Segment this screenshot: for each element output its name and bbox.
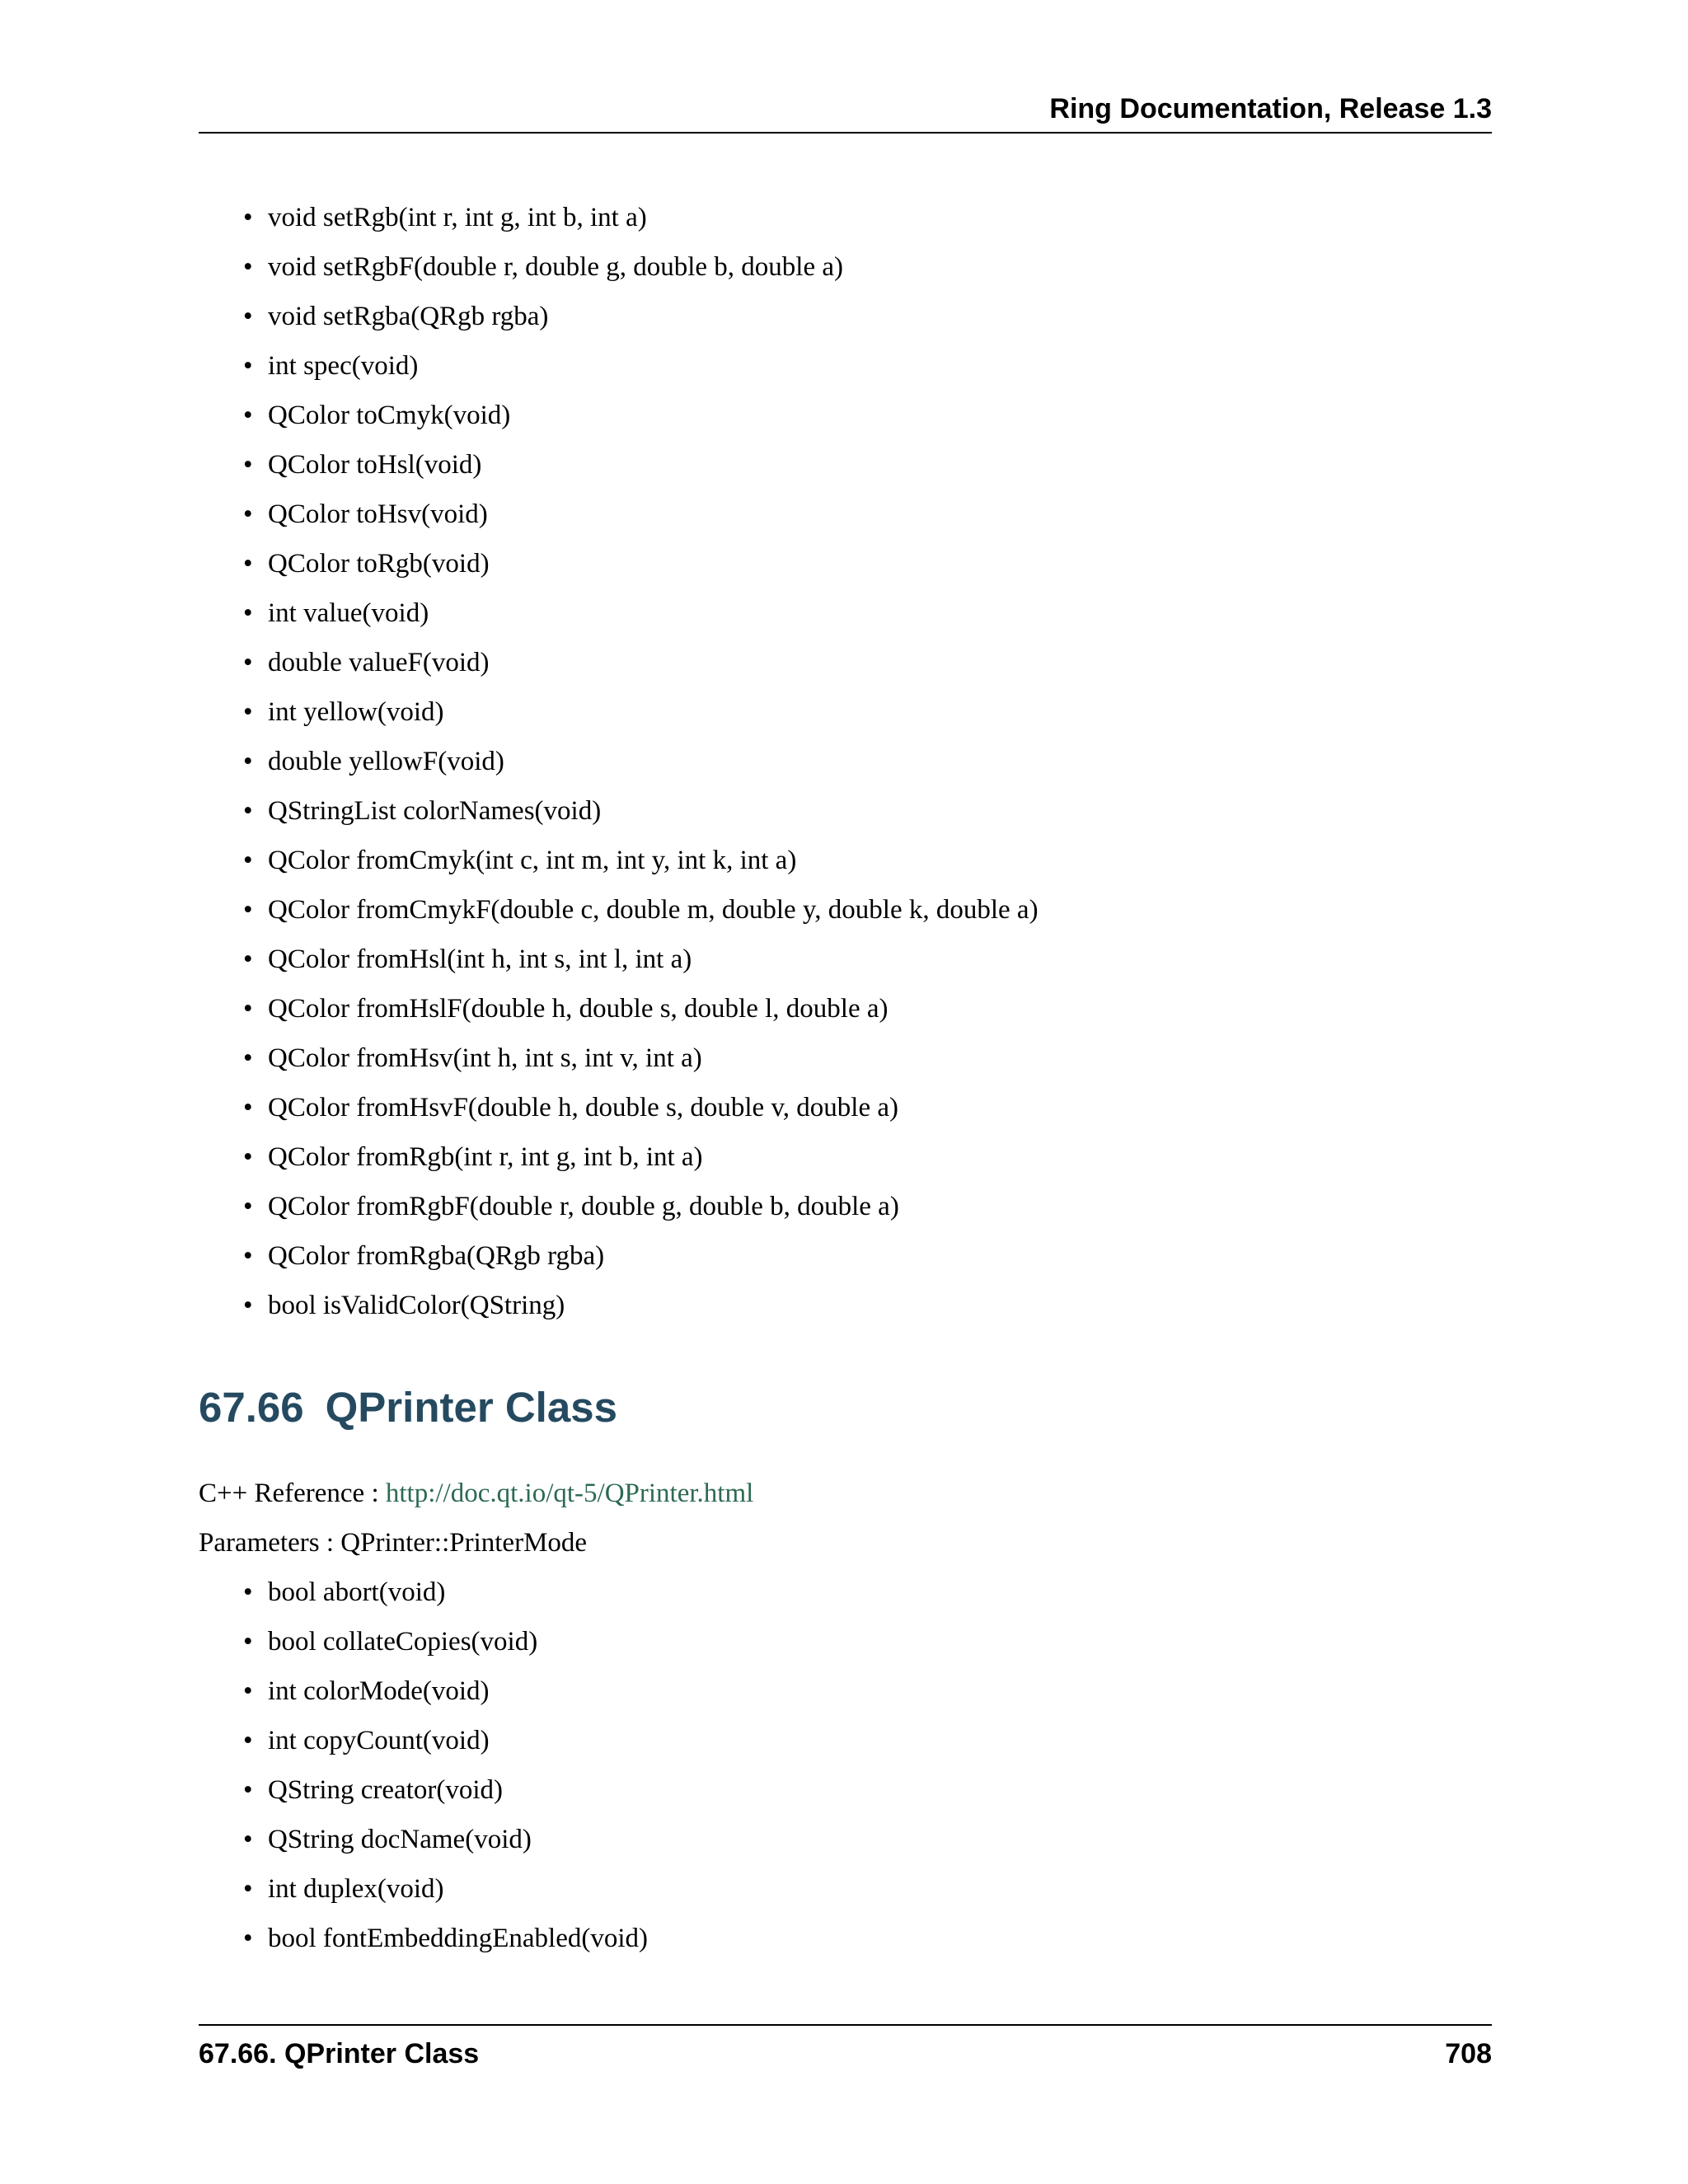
list-item <box>243 1871 1479 1920</box>
method-signature: bool isValidColor(QString) <box>268 1291 565 1320</box>
method-signature: double yellowF(void) <box>268 747 504 776</box>
method-signature: int duplex(void) <box>268 1874 444 1904</box>
bullet-icon: • <box>243 1726 253 1755</box>
bullet-icon: • <box>243 796 253 826</box>
bullet-icon: • <box>243 499 253 529</box>
list-item <box>243 694 1479 743</box>
list-item <box>243 546 1479 595</box>
list-item <box>243 595 1479 644</box>
bullet-icon: • <box>243 1192 253 1221</box>
bullet-icon: • <box>243 401 253 430</box>
method-signature: QColor fromHslF(double h, double s, double l, double a) <box>268 994 889 1024</box>
footer-section-label: 67.66. QPrinter Class <box>199 2038 480 2069</box>
bullet-icon: • <box>243 994 253 1024</box>
list-item <box>243 1920 1479 1970</box>
bullet-icon: • <box>243 598 253 628</box>
method-signature: QColor toHsv(void) <box>268 499 488 529</box>
bullet-icon: • <box>243 1627 253 1657</box>
qcolor-method-list <box>243 199 1479 1337</box>
section-number: 67.66 <box>199 1384 304 1431</box>
list-item <box>243 644 1479 694</box>
method-signature: int value(void) <box>268 598 429 628</box>
page-number: 708 <box>1445 2038 1492 2069</box>
bullet-icon: • <box>243 846 253 875</box>
method-signature: QColor fromRgba(QRgb rgba) <box>268 1241 605 1271</box>
page-footer <box>199 2024 1492 2075</box>
bullet-icon: • <box>243 1093 253 1122</box>
list-item <box>243 1040 1479 1090</box>
bullet-icon: • <box>243 697 253 727</box>
qprinter-method-list <box>243 1574 1479 1970</box>
list-item <box>243 1238 1479 1287</box>
bullet-icon: • <box>243 252 253 282</box>
list-item <box>243 1090 1479 1139</box>
method-signature: void setRgba(QRgb rgba) <box>268 302 549 331</box>
method-signature: QColor fromCmyk(int c, int m, int y, int k, int a) <box>268 846 797 875</box>
method-signature: int colorMode(void) <box>268 1676 490 1706</box>
method-signature: QColor fromRgbF(double r, double g, double b, double a) <box>268 1192 899 1221</box>
method-signature: bool fontEmbeddingEnabled(void) <box>268 1924 648 1953</box>
section-heading <box>199 1383 617 1432</box>
list-item <box>243 348 1479 397</box>
bullet-icon: • <box>243 1577 253 1607</box>
list-item <box>243 397 1479 447</box>
method-signature: QColor toHsl(void) <box>268 450 482 480</box>
bullet-icon: • <box>243 450 253 480</box>
bullet-icon: • <box>243 1924 253 1953</box>
list-item <box>243 892 1479 941</box>
method-signature: QString creator(void) <box>268 1775 503 1805</box>
bullet-icon: • <box>243 302 253 331</box>
page-header <box>199 92 1492 134</box>
bullet-icon: • <box>243 1775 253 1805</box>
list-item <box>243 1139 1479 1188</box>
cpp-reference-line <box>199 1475 753 1511</box>
method-signature: bool collateCopies(void) <box>268 1627 538 1657</box>
bullet-icon: • <box>243 747 253 776</box>
method-signature: QColor fromHsvF(double h, double s, double v, double a) <box>268 1093 899 1122</box>
section-title: QPrinter Class <box>325 1384 617 1431</box>
method-signature: int yellow(void) <box>268 697 444 727</box>
bullet-icon: • <box>243 1043 253 1073</box>
list-item <box>243 842 1479 892</box>
parameters-line: Parameters : QPrinter::PrinterMode <box>199 1528 588 1558</box>
bullet-icon: • <box>243 1142 253 1172</box>
list-item <box>243 249 1479 298</box>
list-item <box>243 199 1479 249</box>
method-signature: QColor fromHsv(int h, int s, int v, int a) <box>268 1043 702 1073</box>
method-signature: QColor fromHsl(int h, int s, int l, int a) <box>268 944 692 974</box>
method-signature: QColor toRgb(void) <box>268 549 490 579</box>
bullet-icon: • <box>243 1825 253 1854</box>
method-signature: int copyCount(void) <box>268 1726 490 1755</box>
list-item <box>243 496 1479 546</box>
method-signature: void setRgb(int r, int g, int b, int a) <box>268 203 647 232</box>
method-signature: QStringList colorNames(void) <box>268 796 602 826</box>
bullet-icon: • <box>243 895 253 925</box>
list-item <box>243 1722 1479 1772</box>
list-item <box>243 1673 1479 1722</box>
method-signature: QString docName(void) <box>268 1825 532 1854</box>
list-item <box>243 743 1479 793</box>
list-item <box>243 1188 1479 1238</box>
list-item <box>243 1574 1479 1624</box>
method-signature: QColor fromRgb(int r, int g, int b, int a) <box>268 1142 703 1172</box>
list-item <box>243 298 1479 348</box>
bullet-icon: • <box>243 549 253 579</box>
bullet-icon: • <box>243 351 253 381</box>
method-signature: double valueF(void) <box>268 648 490 677</box>
list-item <box>243 991 1479 1040</box>
list-item <box>243 447 1479 496</box>
cpp-reference-label: C++ Reference : <box>199 1479 386 1508</box>
method-signature: QColor toCmyk(void) <box>268 401 511 430</box>
method-signature: int spec(void) <box>268 351 419 381</box>
document-title: Ring Documentation, Release 1.3 <box>1049 93 1492 124</box>
cpp-reference-link[interactable]: http://doc.qt.io/qt-5/QPrinter.html <box>385 1479 754 1508</box>
bullet-icon: • <box>243 203 253 232</box>
method-signature: QColor fromCmykF(double c, double m, double y, double k, double a) <box>268 895 1039 925</box>
bullet-icon: • <box>243 1241 253 1271</box>
list-item <box>243 1624 1479 1673</box>
bullet-icon: • <box>243 944 253 974</box>
method-signature: bool abort(void) <box>268 1577 446 1607</box>
list-item <box>243 941 1479 991</box>
list-item <box>243 1772 1479 1821</box>
bullet-icon: • <box>243 1291 253 1320</box>
bullet-icon: • <box>243 1676 253 1706</box>
bullet-icon: • <box>243 1874 253 1904</box>
list-item <box>243 1821 1479 1871</box>
list-item <box>243 1287 1479 1337</box>
method-signature: void setRgbF(double r, double g, double b, double a) <box>268 252 843 282</box>
list-item <box>243 793 1479 842</box>
bullet-icon: • <box>243 648 253 677</box>
